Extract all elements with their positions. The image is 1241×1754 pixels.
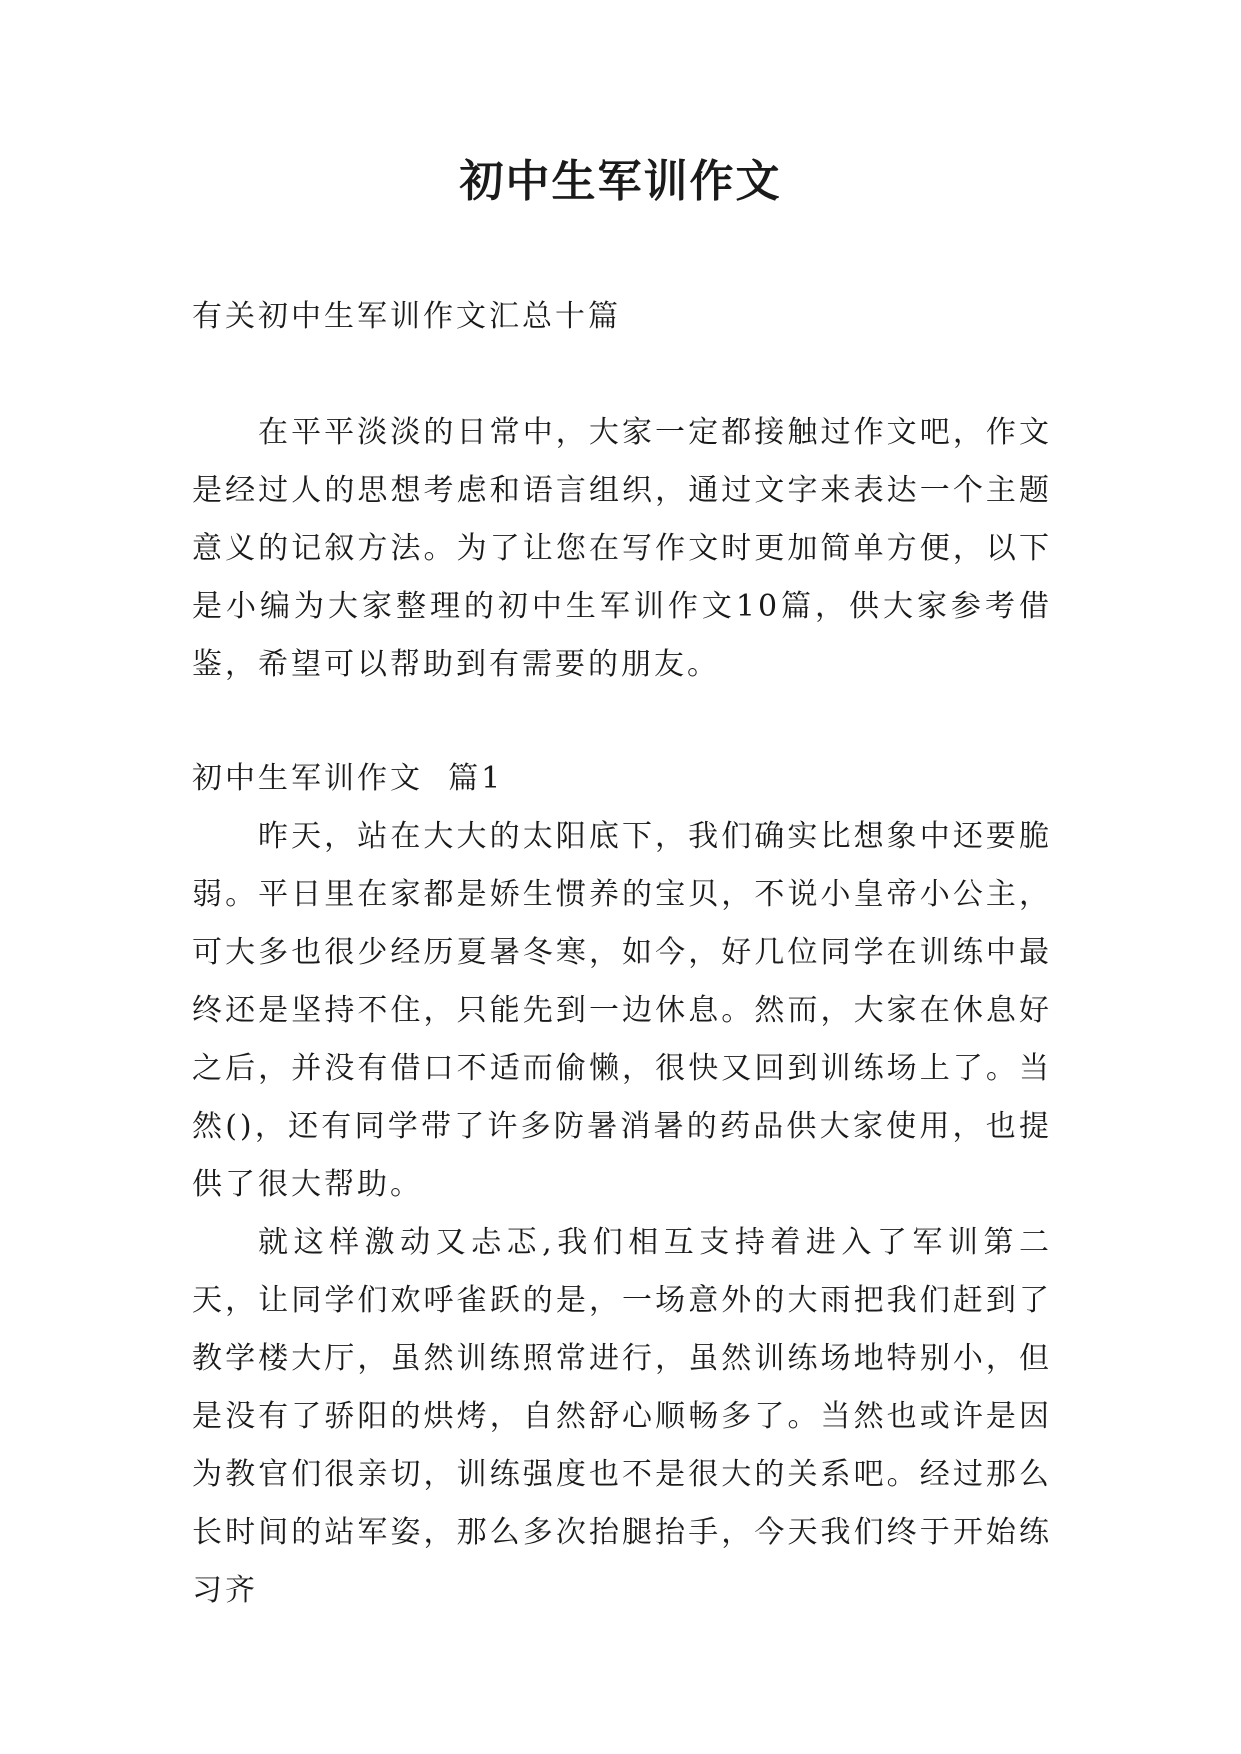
document-title: 初中生军训作文: [459, 156, 782, 207]
section-paragraph: 昨天，站在大大的太阳底下，我们确实比想象中还要脆弱。平日里在家都是娇生惯养的宝贝，不说小皇帝小公主，可大多也很少经历夏暑冬寒，如今，好几位同学在训练中最终还是坚持不住，只能先到一边休息。然而，大家在休息好之后，并没有借口不适而偷懒，很快又回到训练场上了。当然()，还有同学带了许多防暑消暑的药品供大家使用，也提供了很大帮助。: [192, 819, 1052, 1202]
intro-paragraph: 在平平淡淡的日常中，大家一定都接触过作文吧，作文是经过人的思想考虑和语言组织，通过文字来表达一个主题意义的记叙方法。为了让您在写作文时更加简单方便，以下是小编为大家整理的初中生军训作文10篇，供大家参考借鉴，希望可以帮助到有需要的朋友。: [192, 415, 1052, 682]
section-heading: 初中生军训作文 篇1: [192, 761, 504, 796]
section-1: [192, 750, 1052, 1620]
document-body: [192, 288, 1052, 1620]
document-subtitle: 有关初中生军训作文汇总十篇: [192, 299, 621, 334]
section-paragraph: 就这样激动又忐忑,我们相互支持着进入了军训第二天，让同学们欢呼雀跃的是，一场意外的大雨把我们赶到了教学楼大厅，虽然训练照常进行，虽然训练场地特别小，但是没有了骄阳的烘烤，自然舒心顺畅多了。当然也或许是因为教官们很亲切，训练强度也不是很大的关系吧。经过那么长时间的站军姿，那么多次抬腿抬手，今天我们终于开始练习齐: [192, 1225, 1052, 1608]
